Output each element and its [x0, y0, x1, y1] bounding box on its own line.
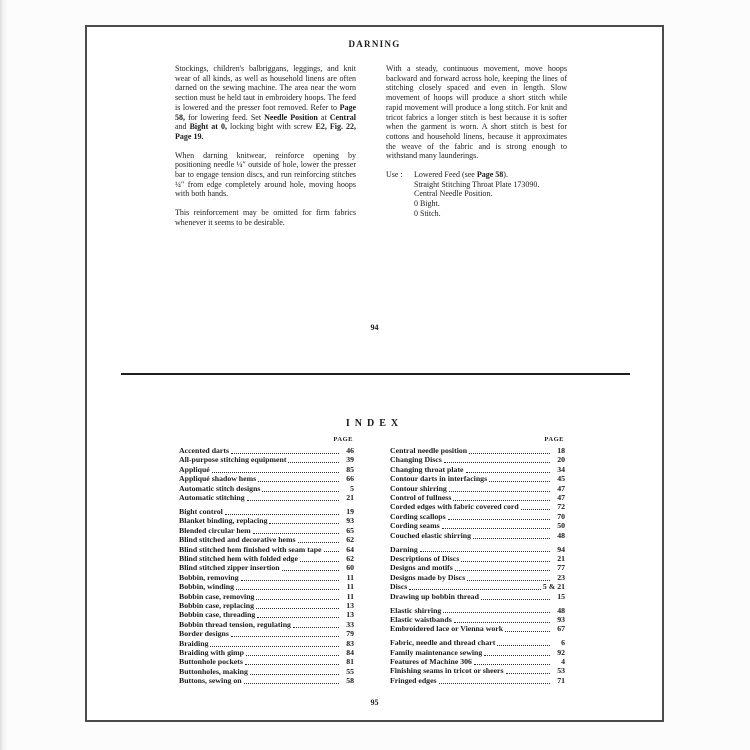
- dot-leader: [300, 558, 339, 562]
- index-entry-page: 23: [557, 572, 565, 582]
- index-entry-page: 70: [557, 511, 565, 521]
- index-entry-label: Accented darts: [179, 446, 230, 455]
- darning-right-column: [386, 64, 567, 237]
- index-entry: [179, 639, 354, 648]
- index-entry: [179, 657, 354, 666]
- index-entry: [179, 573, 354, 582]
- index-entry: [390, 521, 565, 530]
- index-entry: [179, 446, 354, 455]
- index-entry-label: Appliqué: [179, 464, 210, 474]
- dot-leader: [257, 615, 339, 619]
- text-run: ).: [503, 170, 508, 180]
- index-entry: [390, 606, 565, 615]
- index-entry-page: 48: [557, 530, 565, 540]
- index-entry-label: Blind stitched hem finished with seam tape: [179, 544, 322, 554]
- index-entry-label: Bobbin case, threading: [179, 610, 256, 620]
- index-entry: [390, 493, 565, 502]
- index-entry-page: 62: [346, 535, 354, 545]
- index-entry-label: Blind stitched and decorative hems: [179, 535, 296, 545]
- text-run: locking bight with screw: [227, 122, 316, 132]
- dot-leader: [236, 587, 339, 591]
- index-entry-label: Designs made by Discs: [390, 572, 466, 582]
- index-entry-label: Buttonhole pockets: [179, 657, 243, 667]
- dot-leader: [246, 652, 339, 656]
- dot-leader: [298, 540, 339, 544]
- dot-leader: [409, 587, 541, 591]
- use-line: [414, 170, 567, 180]
- index-entry: [179, 484, 354, 493]
- dot-leader: [442, 526, 550, 530]
- index-entry-label: Automatic stitch designs: [179, 483, 261, 493]
- index-entry-page: 66: [346, 474, 354, 484]
- index-entry: [179, 554, 354, 563]
- index-entry: [390, 615, 565, 624]
- index-entry: [390, 512, 565, 521]
- index-entry-label: Drawing up bobbin thread: [390, 591, 479, 601]
- index-entry-label: Bight control: [179, 506, 223, 516]
- dot-leader: [448, 516, 550, 520]
- index-entry-page: 58: [346, 676, 354, 686]
- index-entry-page: 65: [346, 525, 354, 535]
- body-paragraph: [175, 151, 356, 200]
- dot-leader: [258, 479, 339, 483]
- index-entry-page: 47: [557, 493, 565, 503]
- dot-leader: [473, 535, 550, 539]
- index-entry-page: 81: [346, 657, 354, 667]
- index-entry: [390, 446, 565, 455]
- index-entry: [179, 526, 354, 535]
- index-entry-page: 53: [557, 666, 565, 676]
- dot-leader: [467, 577, 550, 581]
- index-entry-page: 20: [557, 455, 565, 465]
- index-entry-page: 94: [557, 544, 565, 554]
- index-entry-page: 13: [346, 610, 354, 620]
- use-line: [414, 209, 567, 219]
- index-entry-label: Buttons, sewing on: [179, 676, 242, 686]
- dot-leader: [474, 661, 550, 665]
- use-lines: [414, 170, 567, 219]
- bold-text: Page 58,: [175, 102, 356, 122]
- dot-leader: [489, 479, 550, 483]
- index-entry: [390, 666, 565, 675]
- use-line: [414, 189, 567, 199]
- dot-leader: [481, 596, 550, 600]
- bold-text: Bight at 0,: [189, 122, 227, 132]
- page-column-header: PAGE: [333, 436, 353, 443]
- index-entry: [179, 465, 354, 474]
- index-entry-page: 4: [561, 657, 565, 667]
- index-entry: [390, 592, 565, 601]
- page-number-94: 94: [370, 323, 379, 332]
- text-run: With a steady, continuous movement, move hoops backward and forward across hole, keeping the lines of stitching closely spaced and even in length. Slow movement of hoops will produce a short stitch while rapid movement will produce a long stitch. For knit and tricot fabrics a longer stitch is best because it is softer when the garment is worn. A short stitch is best for cottons and household linens, because it approximates the weave of the fabric and is strong enough to withstand many launderings.: [386, 64, 567, 161]
- index-entry-label: Bobbin, removing: [179, 572, 239, 582]
- index-entry-label: Braiding with gimp: [179, 648, 244, 658]
- darning-heading: DARNING: [348, 39, 401, 49]
- index-entry-label: All-purpose stitching equipment: [179, 455, 287, 465]
- index-entry-label: Central needle position: [390, 446, 468, 455]
- index-entry-label: Buttonholes, making: [179, 666, 248, 676]
- index-left-column: [179, 436, 354, 690]
- index-entry-label: Contour darts in interfacings: [390, 474, 488, 484]
- dot-leader: [288, 460, 339, 464]
- index-entry: [179, 629, 354, 638]
- index-entry-label: Blind stitched hem with folded edge: [179, 553, 298, 563]
- index-entry-page: 60: [346, 563, 354, 573]
- index-right-groups: [390, 446, 565, 685]
- index-entry-page: 18: [557, 446, 565, 455]
- dot-leader: [453, 497, 550, 501]
- index-entry-page: 77: [557, 563, 565, 573]
- index-entry-page: 72: [557, 502, 565, 512]
- index-group: [179, 446, 354, 502]
- index-entry-page: 84: [346, 648, 354, 658]
- dot-leader: [262, 488, 339, 492]
- text-run: Straight Stitching Throat Plate 173090.: [414, 179, 540, 189]
- index-entry: [390, 531, 565, 540]
- dot-leader: [461, 558, 550, 562]
- dot-leader: [469, 450, 550, 454]
- dot-leader: [225, 511, 339, 515]
- index-entry-page: 21: [346, 493, 354, 503]
- index-entry: [390, 657, 565, 666]
- index-entry: [179, 592, 354, 601]
- index-entry-page: 45: [557, 474, 565, 484]
- index-entry: [179, 516, 354, 525]
- dot-leader: [443, 610, 550, 614]
- index-entry-label: Blind stitched zipper insertion: [179, 563, 280, 573]
- index-entry-label: Changing throat plate: [390, 464, 464, 474]
- index-entry-label: Cording seams: [390, 521, 440, 531]
- dot-leader: [454, 619, 550, 623]
- dot-leader: [250, 671, 339, 675]
- dot-leader: [231, 450, 339, 454]
- dot-leader: [231, 634, 339, 638]
- darning-columns: [175, 64, 567, 237]
- index-entry-page: 79: [346, 629, 354, 639]
- index-entry: [179, 601, 354, 610]
- index-entry-page: 5: [350, 483, 354, 493]
- index-entry-label: Border designs: [179, 629, 229, 639]
- bold-text: Needle Position: [264, 112, 318, 122]
- index-entry-label: Descriptions of Discs: [390, 553, 460, 563]
- index-entry-label: Couched elastic shirring: [390, 530, 471, 540]
- dot-leader: [245, 662, 339, 666]
- index-entry: [390, 624, 565, 633]
- index-entry-label: Cording scallops: [390, 511, 446, 521]
- index-entry: [390, 554, 565, 563]
- index-entry: [179, 582, 354, 591]
- text-run: Central Needle Position.: [414, 189, 493, 199]
- index-entry-label: Darning: [390, 544, 418, 554]
- dot-leader: [455, 568, 550, 572]
- index-entry: [390, 455, 565, 464]
- page-column-header: PAGE: [544, 436, 564, 443]
- index-entry-label: Blended circular hem: [179, 525, 251, 535]
- use-line: [414, 199, 567, 209]
- index-entry-page: 85: [346, 464, 354, 474]
- bold-text: Page 58: [476, 170, 504, 180]
- text-run: This reinforcement may be omitted for firm fabrics whenever it seems to be desirable.: [175, 208, 356, 227]
- index-entry-label: Discs: [390, 582, 408, 592]
- body-paragraph: [175, 64, 356, 142]
- index-entry-label: Designs and motifs: [390, 563, 453, 573]
- index-entry-page: 11: [346, 591, 354, 601]
- text-run: When darning knitwear, reinforce opening by positioning needle ¼″ outside of hole, lower the presser bar to engage tension discs, and run reinforcing stitches ¼″ from edge completely around hole, moving hoops with both hands.: [175, 150, 356, 199]
- manual-page-scan: [85, 25, 664, 722]
- dot-leader: [449, 488, 550, 492]
- index-entry: [179, 545, 354, 554]
- index-entry-page: 6: [561, 638, 565, 648]
- index-entry-label: Changing Discs: [390, 455, 442, 465]
- dot-leader: [506, 671, 550, 675]
- page-divider-line: [121, 373, 630, 375]
- text-run: and: [175, 122, 190, 132]
- index-entry-label: Braiding: [179, 638, 209, 648]
- body-paragraph: [386, 64, 567, 161]
- index-entry: [179, 610, 354, 619]
- index-group: [390, 638, 565, 685]
- index-entry: [179, 455, 354, 464]
- index-group: [179, 507, 354, 686]
- index-entry-page: 34: [557, 464, 565, 474]
- index-entry: [390, 465, 565, 474]
- bold-text: E2, Fig. 22, Page 19.: [175, 122, 356, 141]
- index-entry-label: Family maintenance sewing: [390, 647, 483, 657]
- dot-leader: [282, 568, 339, 572]
- index-entry: [179, 493, 354, 502]
- use-label: Use :: [386, 170, 403, 180]
- dot-leader: [324, 549, 339, 553]
- index-entry-page: 93: [346, 516, 354, 526]
- text-run: at: [317, 112, 330, 122]
- index-entry-label: Fringed edges: [390, 675, 437, 685]
- dot-leader: [253, 530, 339, 534]
- index-entry: [390, 474, 565, 483]
- dot-leader: [247, 497, 339, 501]
- index-entry: [390, 648, 565, 657]
- index-entry-label: Blanket binding, replacing: [179, 516, 268, 526]
- use-settings-block: [386, 170, 567, 219]
- text-run: 0 Bight.: [414, 199, 440, 209]
- index-entry-label: Control of fullness: [390, 493, 452, 503]
- index-entry-page: 5 & 21: [542, 582, 565, 592]
- text-run: 0 Stitch.: [414, 208, 441, 218]
- index-entry-page: 13: [346, 601, 354, 610]
- index-entry-label: Elastic shirring: [390, 605, 442, 615]
- index-group: [390, 446, 565, 540]
- bold-text: Central: [329, 112, 356, 122]
- dot-leader: [269, 521, 339, 525]
- index-entry-label: Appliqué shadow hems: [179, 474, 257, 484]
- index-entry: [390, 582, 565, 591]
- index-entry: [390, 563, 565, 572]
- index-entry-page: 33: [346, 619, 354, 629]
- index-entry-label: Bobbin, winding: [179, 582, 235, 592]
- index-entry-label: Automatic stitching: [179, 493, 245, 503]
- index-entry: [179, 620, 354, 629]
- index-entry: [390, 676, 565, 685]
- index-entry-page: 19: [346, 506, 354, 516]
- use-line: [414, 180, 567, 190]
- dot-leader: [420, 549, 550, 553]
- dot-leader: [244, 681, 339, 685]
- index-entry-page: 46: [346, 446, 354, 455]
- index-group: [390, 606, 565, 634]
- dot-leader: [212, 469, 339, 473]
- index-entry: [179, 648, 354, 657]
- index-entry-page: 39: [346, 455, 354, 465]
- index-entry: [179, 667, 354, 676]
- index-entry-page: 47: [557, 483, 565, 493]
- index-entry: [390, 573, 565, 582]
- index-entry-page: 55: [346, 666, 354, 676]
- index-entry: [179, 535, 354, 544]
- text-run: Stockings, children's balbriggans, leggings, and knit wear of all kinds, as well as household linens are often darned on the sewing machine. The area near the worn section must be held taut in embroidery hoops. The feed is lowered and the presser foot removed. Refer to: [175, 64, 356, 112]
- index-entry-label: Bobbin case, removing: [179, 591, 255, 601]
- index-group: [390, 545, 565, 601]
- index-entry-page: 48: [557, 605, 565, 615]
- index-entry-page: 67: [557, 624, 565, 634]
- dot-leader: [293, 624, 339, 628]
- index-entry-label: Elastic waistbands: [390, 614, 452, 624]
- index-entry-label: Fabric, needle and thread chart: [390, 638, 496, 648]
- dot-leader: [521, 507, 550, 511]
- index-entry-page: 62: [346, 553, 354, 563]
- dot-leader: [256, 605, 339, 609]
- index-entry-page: 15: [557, 591, 565, 601]
- body-paragraph: [175, 208, 356, 227]
- index-entry-label: Bobbin case, replacing: [179, 601, 255, 610]
- dot-leader: [241, 577, 339, 581]
- index-entry-page: 21: [557, 553, 565, 563]
- dot-leader: [497, 643, 550, 647]
- index-left-groups: [179, 446, 354, 686]
- index-entry-page: 92: [557, 647, 565, 657]
- index-entry-label: Corded edges with fabric covered cord: [390, 502, 519, 512]
- index-entry-page: 71: [557, 675, 565, 685]
- index-entry-page: 11: [346, 582, 354, 592]
- index-entry-label: Embroidered lace or Vienna work: [390, 624, 504, 634]
- index-right-column: [390, 436, 565, 690]
- index-entry: [390, 545, 565, 554]
- dot-leader: [505, 629, 550, 633]
- index-entry-page: 93: [557, 614, 565, 624]
- index-entry-page: 50: [557, 521, 565, 531]
- scan-edge-shadow: [0, 0, 8, 750]
- index-entry-page: 64: [346, 544, 354, 554]
- dot-leader: [484, 652, 550, 656]
- index-entry: [390, 638, 565, 647]
- text-run: for lowering feed. Set: [185, 112, 265, 122]
- index-entry-label: Finishing seams in tricot or sheers: [390, 666, 504, 676]
- index-entry: [390, 502, 565, 511]
- index-entry-label: Contour shirring: [390, 483, 447, 493]
- dot-leader: [466, 469, 550, 473]
- index-entry: [179, 474, 354, 483]
- index-entry: [179, 507, 354, 516]
- index-entry: [390, 484, 565, 493]
- index-entry: [179, 676, 354, 685]
- page-number-95: 95: [370, 698, 379, 707]
- darning-left-column: [175, 64, 356, 237]
- index-entry: [179, 563, 354, 572]
- dot-leader: [210, 643, 339, 647]
- dot-leader: [439, 680, 550, 684]
- index-entry-label: Bobbin thread tension, regulating: [179, 619, 291, 629]
- dot-leader: [444, 460, 550, 464]
- index-entry-page: 83: [346, 638, 354, 648]
- dot-leader: [256, 596, 339, 600]
- index-entry-label: Features of Machine 306: [390, 657, 472, 667]
- index-columns: [179, 436, 565, 690]
- index-entry-page: 11: [346, 572, 354, 582]
- text-run: Lowered Feed (see: [414, 170, 477, 180]
- index-heading: INDEX: [345, 418, 404, 429]
